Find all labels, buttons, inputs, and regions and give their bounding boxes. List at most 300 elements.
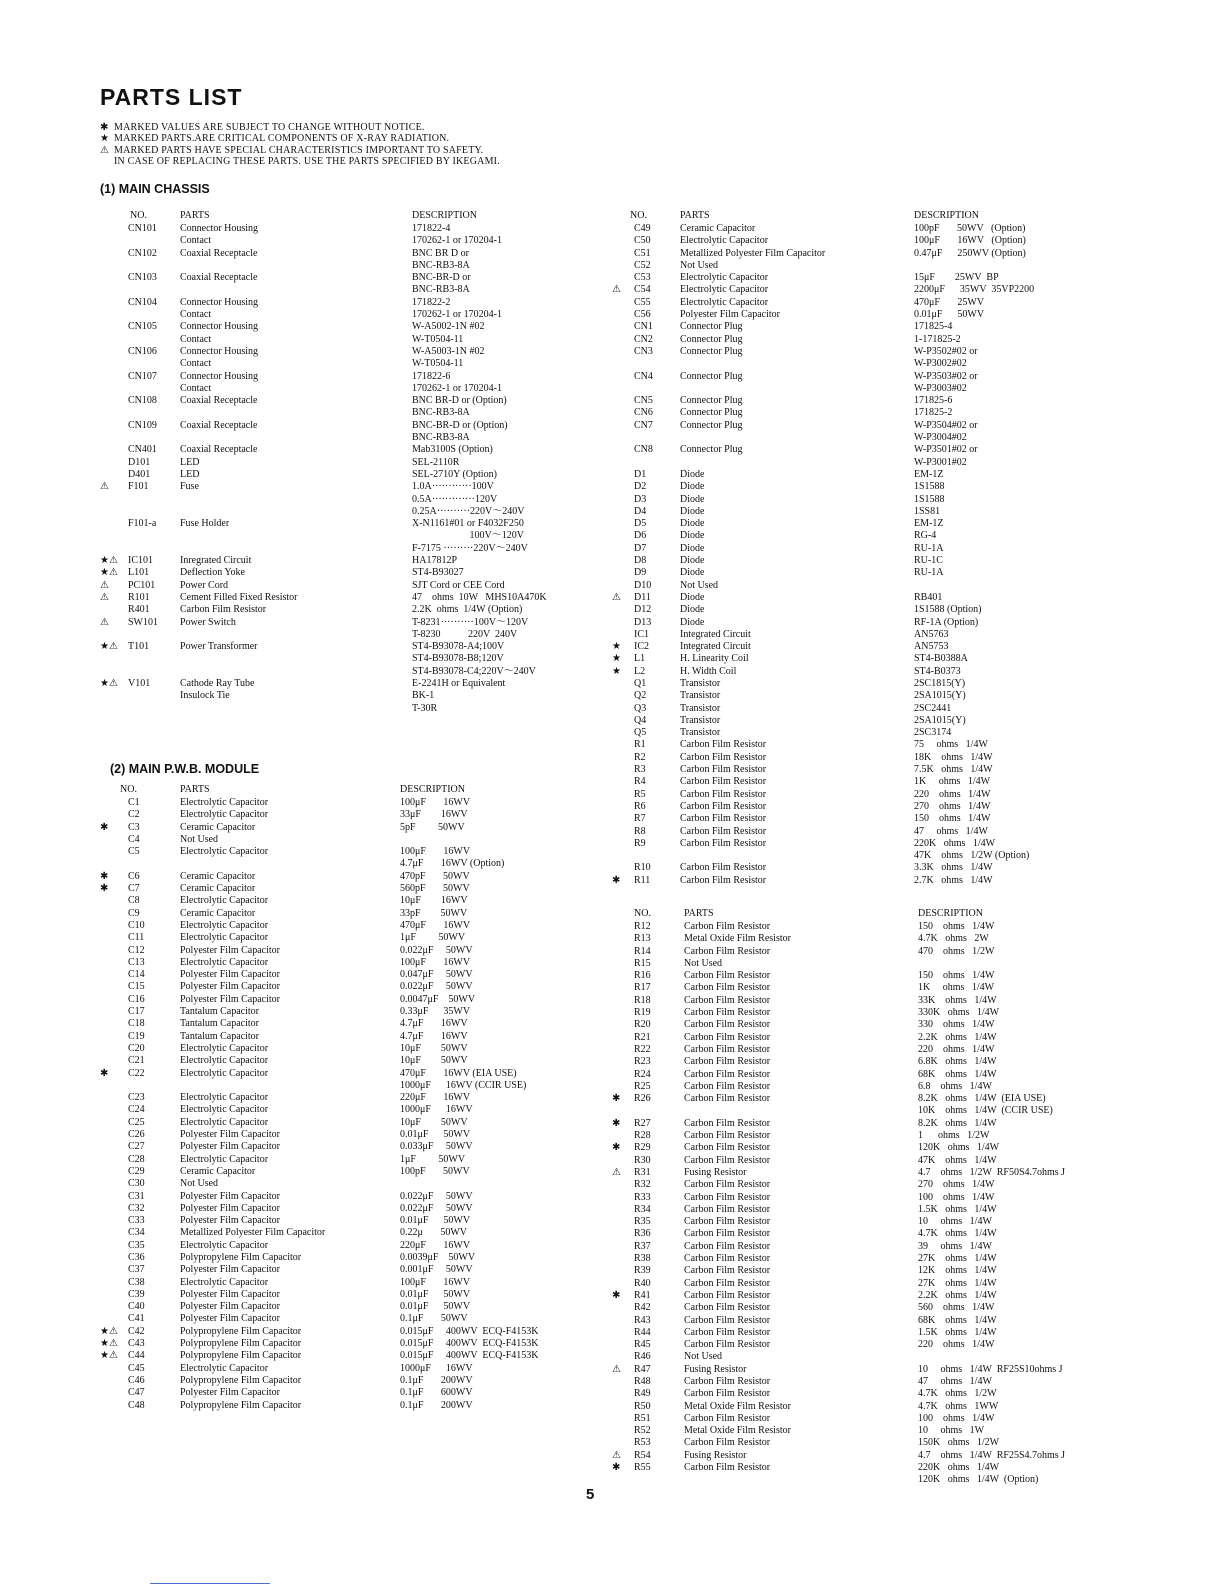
part-description: 0.022μF 50WV: [400, 981, 473, 993]
table-row: [612, 321, 1082, 333]
row-mark: ✱: [100, 870, 109, 882]
row-mark: ★: [612, 641, 621, 653]
part-name: Polyester Film Capacitor: [180, 1129, 280, 1141]
part-name: Carbon Film Resistor: [684, 1253, 771, 1265]
part-description: 220 ohms 1/4W: [918, 1339, 995, 1351]
row-mark: ★⚠: [100, 555, 118, 567]
part-name: Carbon Film Resistor: [684, 1277, 771, 1289]
part-name: Polypropylene Film Capacitor: [180, 1399, 302, 1411]
table-row: [100, 1326, 610, 1338]
part-number: R9: [634, 837, 646, 849]
table-row: [612, 1339, 1092, 1351]
table-row: [612, 432, 1082, 444]
table-row: [100, 666, 610, 678]
part-number: R12: [634, 921, 651, 932]
part-description: T-30R: [412, 702, 438, 714]
part-name: Carbon Film Resistor: [680, 776, 767, 788]
table-row: [100, 871, 610, 883]
part-name: Coaxial Receptacle: [180, 444, 258, 456]
part-description: 39 ohms 1/4W: [918, 1240, 992, 1252]
part-description: BNC-BR-D or (Option): [412, 419, 508, 431]
part-name: Connector Plug: [680, 407, 743, 419]
row-mark: ⚠: [612, 1363, 621, 1375]
part-number: C2: [128, 809, 140, 821]
part-number: C42: [128, 1325, 145, 1337]
part-name: H. Linearity Coil: [680, 653, 749, 665]
part-description: 220 ohms 1/4W: [914, 788, 991, 800]
part-description: 4.7K ohms 1/4W: [918, 1228, 997, 1240]
part-description: 8.2K ohms 1/4W (EIA USE): [918, 1093, 1046, 1105]
part-description: 270 ohms 1/4W: [918, 1179, 995, 1191]
part-description: 10μF 50WV: [400, 1116, 468, 1128]
table-row: [612, 272, 1082, 284]
part-name: Transistor: [680, 727, 721, 739]
part-name: Not Used: [680, 579, 719, 591]
part-description: 150K ohms 1/2W: [918, 1437, 1000, 1449]
table-row: [612, 715, 1082, 727]
row-mark: ✱: [100, 821, 109, 833]
part-name: Carbon Film Resistor: [684, 1068, 771, 1080]
part-description: 47 ohms 1/4W: [914, 825, 988, 837]
part-number: C37: [128, 1264, 145, 1276]
part-name: Contact: [180, 235, 212, 247]
table-row: [612, 838, 1082, 850]
part-name: Electrolytic Capacitor: [180, 1362, 269, 1374]
table-row: [612, 346, 1082, 358]
table-row: [100, 920, 610, 932]
part-description: 120K ohms 1/4W (Option): [918, 1474, 1039, 1486]
table-row: [612, 1278, 1092, 1290]
part-description: 2200μF 35WV 35VP2200: [914, 284, 1035, 296]
table-row: [100, 592, 610, 604]
part-name: Polyester Film Capacitor: [180, 993, 280, 1005]
part-name: Electrolytic Capacitor: [180, 1067, 269, 1079]
note-line: ⚠ MARKED PARTS HAVE SPECIAL CHARACTERISTICS IMPORTANT TO SAFETY.: [100, 144, 484, 156]
part-name: Carbon Film Resistor: [684, 1117, 771, 1129]
part-number: C8: [128, 895, 140, 907]
part-name: Polyester Film Capacitor: [180, 1264, 280, 1276]
table-row: [612, 469, 1082, 481]
part-number: C5: [128, 846, 140, 858]
part-description: 100μF 16WV (Option): [914, 235, 1026, 247]
part-name: Diode: [680, 518, 705, 530]
part-name: Cement Filled Fixed Resistor: [180, 591, 298, 603]
part-name: Carbon Film Resistor: [684, 1412, 771, 1424]
part-description: 150 ohms 1/4W: [914, 813, 991, 825]
part-number: PC101: [128, 579, 156, 591]
table-row: [612, 543, 1082, 555]
row-mark: ⚠: [100, 616, 109, 628]
note-line: IN CASE OF REPLACING THESE PARTS. USE THE PARTS SPECIFIED BY IKEGAMI.: [114, 155, 500, 167]
table-row: [612, 1007, 1092, 1019]
table-row: [100, 1191, 610, 1203]
part-name: Coaxial Receptacle: [180, 395, 258, 407]
part-description: ST4-B93078-C4;220V～240V: [412, 665, 536, 677]
part-description: 4.7μF 16WV: [400, 1018, 468, 1030]
part-description: 0.015μF 400WV ECQ-F4153K: [400, 1338, 539, 1350]
part-description: 47K ohms 1/2W (Option): [914, 850, 1030, 862]
table-row: [100, 1092, 610, 1104]
part-number: R101: [128, 591, 150, 603]
table-row: [612, 678, 1082, 690]
row-mark: ⚠: [612, 591, 621, 603]
part-number: C14: [128, 969, 145, 981]
part-number: C13: [128, 956, 145, 968]
table-header: NO. PARTS DESCRIPTION: [120, 784, 466, 795]
part-description: 1S1588 (Option): [914, 604, 982, 616]
part-description: 0.022μF 50WV: [400, 944, 473, 956]
part-description: RF-1A (Option): [914, 616, 979, 628]
part-number: CN5: [634, 395, 653, 407]
part-description: W-A5002-1N #02: [412, 321, 485, 333]
table-row: [612, 358, 1082, 370]
table-row: [100, 629, 610, 641]
part-name: Electrolytic Capacitor: [180, 1042, 269, 1054]
part-description: EM-1Z: [914, 468, 944, 480]
part-description: 150 ohms 1/4W: [918, 970, 995, 982]
table-row: [612, 1351, 1092, 1363]
table-row: [612, 260, 1082, 272]
part-number: CN8: [634, 444, 653, 456]
notes-block: [100, 122, 500, 167]
part-number: CN108: [128, 395, 157, 407]
table-row: [100, 260, 610, 272]
part-description: 1.5K ohms 1/4W: [918, 1326, 997, 1338]
part-description: SEL-2710Y (Option): [412, 468, 497, 480]
part-description: 2SA1015(Y): [914, 690, 966, 702]
part-description: 47K ohms 1/4W: [918, 1154, 997, 1166]
part-name: Polyester Film Capacitor: [180, 1141, 280, 1153]
table-row: [612, 1142, 1092, 1154]
table-row: [100, 248, 610, 260]
part-number: R52: [634, 1425, 651, 1437]
part-description: 1000μF 16WV: [400, 1362, 473, 1374]
part-description: 100μF 16WV: [400, 1276, 471, 1288]
part-name: Ceramic Capacitor: [680, 223, 756, 234]
part-description: 75 ohms 1/4W: [914, 739, 988, 751]
table-row: [100, 834, 610, 846]
part-name: Carbon Film Resistor: [684, 1031, 771, 1043]
part-description: 5pF 50WV: [400, 821, 465, 833]
part-number: C30: [128, 1178, 145, 1190]
part-number: CN6: [634, 407, 653, 419]
part-description: BNC-RB3-8A: [412, 259, 470, 271]
table-row: [612, 1179, 1092, 1191]
part-name: Polyester Film Capacitor: [180, 1215, 280, 1227]
part-name: LED: [180, 468, 200, 480]
part-number: C44: [128, 1350, 145, 1362]
part-description: 270 ohms 1/4W: [914, 800, 991, 812]
part-number: C55: [634, 296, 651, 308]
part-name: Carbon Film Resistor: [684, 1179, 771, 1191]
part-number: SW101: [128, 616, 158, 628]
part-name: Electrolytic Capacitor: [180, 1239, 269, 1251]
part-name: Carbon Film Resistor: [680, 788, 767, 800]
part-number: C36: [128, 1251, 145, 1263]
part-number: C3: [128, 821, 140, 833]
part-description: 1SS81: [914, 505, 941, 517]
part-name: Contact: [180, 333, 212, 345]
part-description: 100 ohms 1/4W: [918, 1412, 995, 1424]
table-row: [612, 248, 1082, 260]
part-name: Carbon Film Resistor: [680, 800, 767, 812]
table-row: [612, 1081, 1092, 1093]
table-row: [100, 1104, 610, 1116]
part-name: Not Used: [180, 833, 219, 845]
table-row: [612, 653, 1082, 665]
part-name: Ceramic Capacitor: [180, 821, 256, 833]
part-number: D6: [634, 530, 647, 542]
table-row: [100, 1141, 610, 1153]
part-name: Electrolytic Capacitor: [180, 956, 269, 968]
part-description: 4.7 ohms 1/2W RF50S4.7ohms J: [918, 1166, 1066, 1178]
row-mark: ⚠: [612, 284, 621, 296]
table-row: [612, 604, 1082, 616]
part-description: 15μF 25WV BP: [914, 272, 999, 284]
part-description: 150 ohms 1/4W: [918, 921, 995, 932]
table-row: [100, 678, 610, 690]
part-description: 10μF 50WV: [400, 1042, 468, 1054]
table-row: [100, 797, 610, 809]
part-name: Carbon Film Resistor: [684, 1154, 771, 1166]
table-row: [100, 1215, 610, 1227]
table-row: [100, 1018, 610, 1030]
part-number: D7: [634, 542, 647, 554]
table-row: [612, 395, 1082, 407]
part-description: 120K ohms 1/4W: [918, 1142, 1000, 1154]
part-description: 2SC2441: [914, 702, 952, 714]
part-name: Tantalum Capacitor: [180, 1030, 259, 1042]
table-row: [100, 358, 610, 370]
part-description: 171825-6: [914, 395, 953, 407]
table-row: [612, 1105, 1092, 1117]
part-description: 220μF 16WV: [400, 1239, 471, 1251]
table-row: [612, 592, 1082, 604]
part-description: 220K ohms 1/4W: [914, 837, 996, 849]
part-name: Insulock Tie: [180, 690, 230, 702]
part-number: R31: [634, 1166, 651, 1178]
part-name: Polypropylene Film Capacitor: [180, 1251, 302, 1263]
table-row: [612, 309, 1082, 321]
row-mark: ✱: [100, 1067, 109, 1079]
part-description: 560 ohms 1/4W: [918, 1302, 995, 1314]
part-description: W-T0504-11: [412, 333, 464, 345]
part-number: R6: [634, 800, 646, 812]
part-description: BNC-BR-D or: [412, 272, 471, 284]
table-row: [612, 666, 1082, 678]
part-number: R41: [634, 1289, 651, 1301]
part-number: C56: [634, 309, 651, 321]
part-description: 10μF 16WV: [400, 895, 468, 907]
part-name: Carbon Film Resistor: [680, 739, 767, 751]
part-number: R23: [634, 1056, 651, 1068]
part-description: W-P3004#02: [914, 432, 967, 444]
part-number: Q5: [634, 727, 647, 739]
part-name: Fusing Resistor: [684, 1449, 747, 1461]
part-name: Carbon Film Resistor: [684, 1228, 771, 1240]
part-description: 10 ohms 1W: [918, 1425, 985, 1437]
table-row: [100, 383, 610, 395]
part-name: Electrolytic Capacitor: [680, 284, 769, 296]
section-main-chassis: (1) MAIN CHASSIS: [100, 182, 210, 196]
part-description: 220μF 16WV: [400, 1092, 471, 1104]
part-name: Carbon Film Resistor: [684, 1043, 771, 1055]
part-name: Carbon Film Resistor: [684, 1007, 771, 1019]
table-row: [100, 1277, 610, 1289]
part-name: Polyester Film Capacitor: [180, 1313, 280, 1325]
part-number: C23: [128, 1092, 145, 1104]
part-description: T-8231··········100V～120V: [412, 616, 529, 628]
part-name: Carbon Film Resistor: [684, 1314, 771, 1326]
part-description: 12K ohms 1/4W: [918, 1265, 997, 1277]
table-row: [100, 1006, 610, 1018]
part-description: 100μF 16WV: [400, 956, 471, 968]
part-number: IC2: [634, 641, 649, 653]
table-row: [612, 850, 1082, 862]
part-description: 0.015μF 400WV ECQ-F4153K: [400, 1350, 539, 1362]
part-description: 0.0039μF 50WV: [400, 1251, 476, 1263]
part-name: Electrolytic Capacitor: [180, 1104, 269, 1116]
part-number: R54: [634, 1449, 651, 1461]
table-row: [612, 946, 1092, 958]
table-row: [100, 1068, 610, 1080]
part-description: 100pF 50WV: [400, 1165, 470, 1177]
row-mark: ★: [612, 665, 621, 677]
table-row: [100, 1055, 610, 1067]
table-row: [100, 1117, 610, 1129]
table-row: [100, 494, 610, 506]
part-name: Transistor: [680, 702, 721, 714]
table-row: [100, 272, 610, 284]
table-row: [100, 420, 610, 432]
part-number: R28: [634, 1130, 651, 1142]
part-name: Connector Plug: [680, 345, 743, 357]
part-name: Carbon Film Resistor: [684, 1093, 771, 1105]
row-mark: ⚠: [100, 579, 109, 591]
part-name: Connector Housing: [180, 370, 259, 382]
part-number: C6: [128, 870, 140, 882]
row-mark: ✱: [612, 1462, 621, 1474]
part-number: C35: [128, 1239, 145, 1251]
table-row: [100, 555, 610, 567]
table-row: [612, 1118, 1092, 1130]
part-number: F101-a: [128, 518, 157, 530]
part-name: Electrolytic Capacitor: [180, 919, 269, 931]
part-number: C22: [128, 1067, 145, 1079]
part-name: Carbon Film Resistor: [684, 1203, 771, 1215]
table-row: [100, 957, 610, 969]
part-name: Carbon Film Resistor: [684, 1462, 771, 1474]
part-name: Ceramic Capacitor: [180, 1165, 256, 1177]
table-row: [612, 1401, 1092, 1413]
part-description: 100V～120V: [412, 530, 524, 542]
part-description: 2.2K ohms 1/4W: [918, 1289, 997, 1301]
part-number: C47: [128, 1387, 145, 1399]
part-description: 0.047μF 50WV: [400, 969, 473, 981]
table-row: [612, 813, 1082, 825]
part-number: R8: [634, 825, 646, 837]
part-description: F-7175 ·········220V～240V: [412, 542, 528, 554]
table-row: [100, 1129, 610, 1141]
table-row: [100, 346, 610, 358]
part-description: 170262-1 or 170204-1: [412, 235, 502, 247]
part-number: C46: [128, 1374, 145, 1386]
part-description: 1S1588: [914, 493, 945, 505]
table-row: [612, 982, 1092, 994]
part-description: 330 ohms 1/4W: [918, 1019, 995, 1031]
part-number: CN101: [128, 223, 157, 234]
table-row: [100, 1363, 610, 1375]
table-row: [100, 617, 610, 629]
table-row: [100, 641, 610, 653]
part-name: Carbon Film Resistor: [684, 1339, 771, 1351]
part-number: C45: [128, 1362, 145, 1374]
part-name: Carbon Film Resistor: [680, 874, 767, 886]
table-row: [100, 1264, 610, 1276]
part-number: R35: [634, 1216, 651, 1228]
part-description: 0.1μF 50WV: [400, 1313, 468, 1325]
part-number: C9: [128, 907, 140, 919]
part-number: R13: [634, 933, 651, 945]
part-description: 0.1μF 200WV: [400, 1399, 473, 1411]
part-description: Mab3100S (Option): [412, 444, 493, 456]
part-number: R48: [634, 1375, 651, 1387]
row-mark: ⚠: [612, 1449, 621, 1461]
row-mark: ★⚠: [100, 1338, 118, 1350]
part-name: Transistor: [680, 690, 721, 702]
part-number: C1: [128, 797, 140, 808]
table-row: [100, 530, 610, 542]
part-number: R29: [634, 1142, 651, 1154]
table-row: [612, 444, 1082, 456]
part-name: Carbon Film Resistor: [684, 1019, 771, 1031]
table-row: [612, 420, 1082, 432]
part-name: Polyester Film Capacitor: [180, 969, 280, 981]
part-description: 0.22μ 50WV: [400, 1227, 468, 1239]
part-number: R38: [634, 1253, 651, 1265]
part-description: 2.2K ohms 1/4W: [918, 1031, 997, 1043]
part-number: D11: [634, 591, 651, 603]
table-row: [100, 1350, 610, 1362]
part-name: Cathode Ray Tube: [180, 677, 255, 689]
part-description: 10 ohms 1/4W: [918, 1216, 992, 1228]
part-number: CN2: [634, 333, 653, 345]
part-number: L1: [634, 653, 646, 665]
part-number: R27: [634, 1117, 651, 1129]
row-mark: ✱: [100, 883, 109, 895]
table-row: [100, 703, 610, 715]
part-number: R14: [634, 945, 651, 957]
part-description: 100pF 50WV (Option): [914, 223, 1026, 234]
table-row: [612, 1216, 1092, 1228]
table-row: [612, 1130, 1092, 1142]
table-row: [100, 908, 610, 920]
part-number: D101: [128, 456, 151, 468]
part-name: Diode: [680, 542, 705, 554]
table-row: [100, 690, 610, 702]
table-row: [612, 1032, 1092, 1044]
chassis-table: [100, 210, 610, 715]
table-row: [612, 1302, 1092, 1314]
table-row: [612, 1290, 1092, 1302]
part-number: R5: [634, 788, 646, 800]
table-row: [100, 481, 610, 493]
part-description: 6.8 ohms 1/4W: [918, 1080, 992, 1092]
part-description: AN5753: [914, 641, 949, 653]
part-name: Carbon Film Resistor: [684, 1375, 771, 1387]
table-row: [100, 1227, 610, 1239]
part-number: R4: [634, 776, 646, 788]
